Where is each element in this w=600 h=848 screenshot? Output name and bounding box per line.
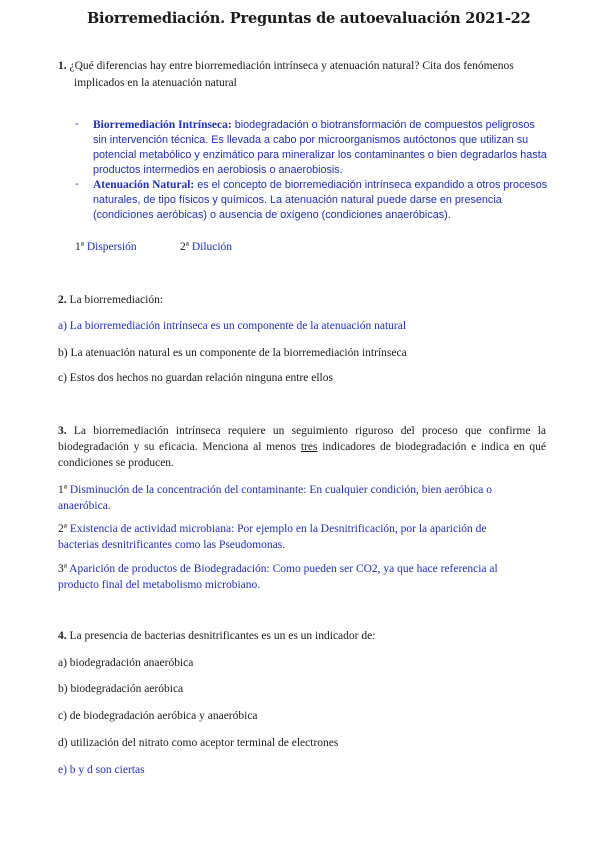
- indicator-2: [58, 521, 528, 553]
- option-a-correct: a) La biorremediación intrínseca es un componente de la atenuación natural: [58, 320, 407, 332]
- answer-natural-attenuation: [93, 178, 548, 223]
- phenomenon-number: 1ª: [75, 241, 87, 253]
- question-text: La biorremediación:: [66, 294, 164, 306]
- phenomenon-1: [75, 239, 137, 255]
- option-b: b) biodegradación aeróbica: [58, 683, 184, 695]
- question-text: indicadores de biodegradación e indica en qué condiciones se producen.: [58, 441, 546, 469]
- term-bioremediation-intrinsic: Biorremediación Intrínseca:: [93, 119, 232, 131]
- indicator-text: Disminución de la concentración del contaminante: En cualquier condición, bien aeróbica o anaeróbica.: [58, 484, 492, 512]
- indicator-3: [58, 561, 528, 593]
- question-number: 2.: [58, 294, 67, 306]
- indicator-number: 1ª: [58, 484, 70, 496]
- question-2: [58, 292, 163, 308]
- question-number: 4.: [58, 630, 67, 642]
- question-1: [58, 58, 548, 74]
- option-a: a) biodegradación anaeróbica: [58, 657, 194, 669]
- option-d: d) utilización del nitrato como aceptor terminal de electrones: [58, 737, 339, 749]
- indicator-1: [58, 482, 528, 514]
- option-e-correct: e) b y d son ciertas: [58, 764, 145, 776]
- question-3: [58, 423, 546, 471]
- indicator-text: Aparición de productos de Biodegradación: Como pueden ser CO2, ya que hace referencia al producto final del metabolismo microbiano.: [58, 563, 498, 591]
- underlined-word: tres: [300, 441, 318, 453]
- option-c: c) de biodegradación aeróbica y anaeróbica: [58, 710, 258, 722]
- question-4: [58, 628, 375, 644]
- indicator-text: Existencia de actividad microbiana: Por ejemplo en la Desnitrificación, por la aparición de bacterias desnitrificantes como las Pseudomonas.: [58, 523, 487, 551]
- indicator-number: 3ª: [58, 563, 70, 575]
- question-text: La biorremediación intrínseca requiere un seguimiento riguroso del proceso que confirme la biodegradación y su eficacia. Menciona al menos: [58, 425, 546, 453]
- bullet-dash: -: [75, 118, 79, 130]
- definition-text: es el concepto de biorremediación intrínseca expandido a otros procesos naturales, de tipo físicos y químicos. La atenuación natural puede darse en presencia (condiciones aeróbicas) o ausencia de oxígeno (condiciones anaeróbicas).: [93, 179, 548, 221]
- phenomenon-text: Dispersión: [86, 241, 137, 253]
- answer-bioremediation-intrinsic: [93, 118, 548, 178]
- page-title: Biorremediación. Preguntas de autoevaluación 2021-22: [87, 10, 531, 27]
- question-number: 1.: [58, 60, 67, 72]
- question-text: La presencia de bacterias desnitrificantes es un es un indicador de:: [66, 630, 376, 642]
- phenomenon-number: 2ª: [180, 241, 192, 253]
- question-number: 3.: [58, 425, 67, 437]
- term-natural-attenuation: Atenuación Natural:: [93, 179, 195, 191]
- phenomenon-2: [180, 239, 232, 255]
- question-1-line2: implicados en la atenuación natural: [74, 77, 237, 89]
- option-b: b) La atenuación natural es un componente de la biorremediación intrínseca: [58, 347, 407, 359]
- bullet-dash: -: [75, 178, 79, 190]
- option-c: c) Estos dos hechos no guardan relación ninguna entre ellos: [58, 372, 333, 384]
- indicator-number: 2ª: [58, 523, 70, 535]
- question-1-line1: ¿Qué diferencias hay entre biorremediación intrínseca y atenuación natural? Cita dos fenómenos: [69, 60, 514, 72]
- phenomenon-text: Dilución: [191, 241, 233, 253]
- definition-text: biodegradación o biotransformación de compuestos peligrosos sin intervención técnica. Es llevada a cabo por microorganismos autóctonos que utilizan su potencial metabólico y enzimático para mineralizar los contaminantes o bien degradarlos hasta productos intermedios en aerobiosis o anaerobiosis.: [93, 119, 547, 176]
